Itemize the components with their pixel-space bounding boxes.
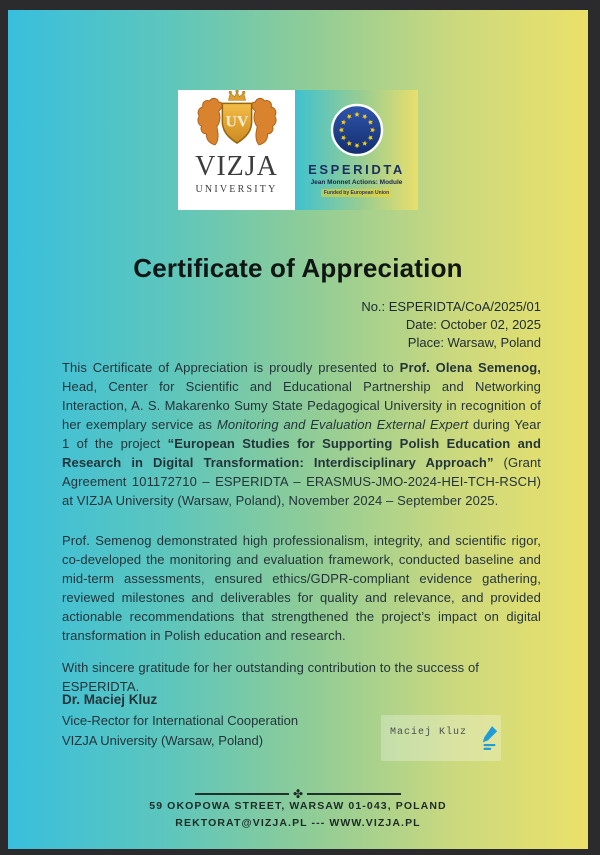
- divider-ornament-icon: ✤: [292, 787, 304, 801]
- certificate-number: No.: ESPERIDTA/CoA/2025/01: [361, 299, 541, 314]
- logo-block: [178, 90, 418, 210]
- esperidta-logo: [295, 90, 418, 210]
- divider-line-left: [195, 793, 289, 795]
- signer-organization: VIZJA University (Warsaw, Poland): [62, 733, 264, 748]
- vizja-wordmark: VIZJA: [195, 151, 278, 182]
- certificate-meta: [361, 298, 541, 352]
- footer-divider: [8, 788, 588, 800]
- eu-flag-icon: [330, 103, 384, 157]
- signature-block: [62, 690, 298, 752]
- signature-pen-icon: [481, 724, 498, 752]
- certificate-place: Place: Warsaw, Poland: [407, 335, 541, 350]
- certificate-title: Certificate of Appreciation: [133, 253, 463, 283]
- certificate-date: Date: October 02, 2025: [405, 317, 541, 332]
- digital-signature-stamp: [381, 715, 501, 761]
- vizja-monogram: UV: [225, 113, 248, 131]
- achievements-paragraph: Prof. Semenog demonstrated high professionalism, integrity, and scientific rigor, co-developed the monitoring and evaluation framework, conducted baseline and mid-term assessments, ensured ethics/GDPR-compliant evidence gathering, reviewed milestones and deliverables for quality and relevance, and provided actionable recommendations that strengthened the project’s impact on digital transformation in Polish education and research.: [62, 533, 541, 643]
- divider-line-right: [307, 793, 401, 795]
- vizja-university-label: UNIVERSITY: [195, 184, 278, 195]
- vizja-logo: [178, 90, 295, 210]
- footer-contacts: REKTORAT@VIZJA.PL --- WWW.VIZJA.PL: [175, 817, 421, 829]
- signer-role: Vice-Rector for International Cooperation: [62, 712, 299, 728]
- footer-address: 59 OKOPOWA STREET, WARSAW 01-043, POLAND: [149, 800, 447, 812]
- vizja-crest-icon: [187, 90, 287, 151]
- esperidta-subtitle: Jean Monnet Actions: Module: [310, 179, 403, 186]
- gratitude-line: With sincere gratitude for her outstanding contribution to the success of ESPERIDTA.: [62, 660, 480, 694]
- esperidta-wordmark: ESPERIDTA: [308, 162, 405, 177]
- esperidta-funding-label: Funded by European Union: [321, 189, 392, 197]
- signer-name: Dr. Maciej Kluz: [62, 692, 158, 707]
- recognition-paragraph: This Certificate of Appreciation is proudly presented to Prof. Olena Semenog, Head, Center for Scientific and Educational Partnership and Networking Interaction, A. S. Makarenko Sumy State Pedagogical University in recognition of her exemplary service as Monitoring and Evaluation External Expert during Year 1 of the project “European Studies for Supporting Polish Education and Research in Digital Transformation: Interdisciplinary Approach” (Grant Agreement 101172710 – ESPERIDTA – ERASMUS-JMO-2024-HEI-TCH-RSCH) at VIZJA University (Warsaw, Poland), November 2024 – September 2025.: [62, 360, 542, 508]
- stamp-signer-name: Maciej Kluz: [390, 727, 468, 738]
- certificate-page: [8, 10, 588, 849]
